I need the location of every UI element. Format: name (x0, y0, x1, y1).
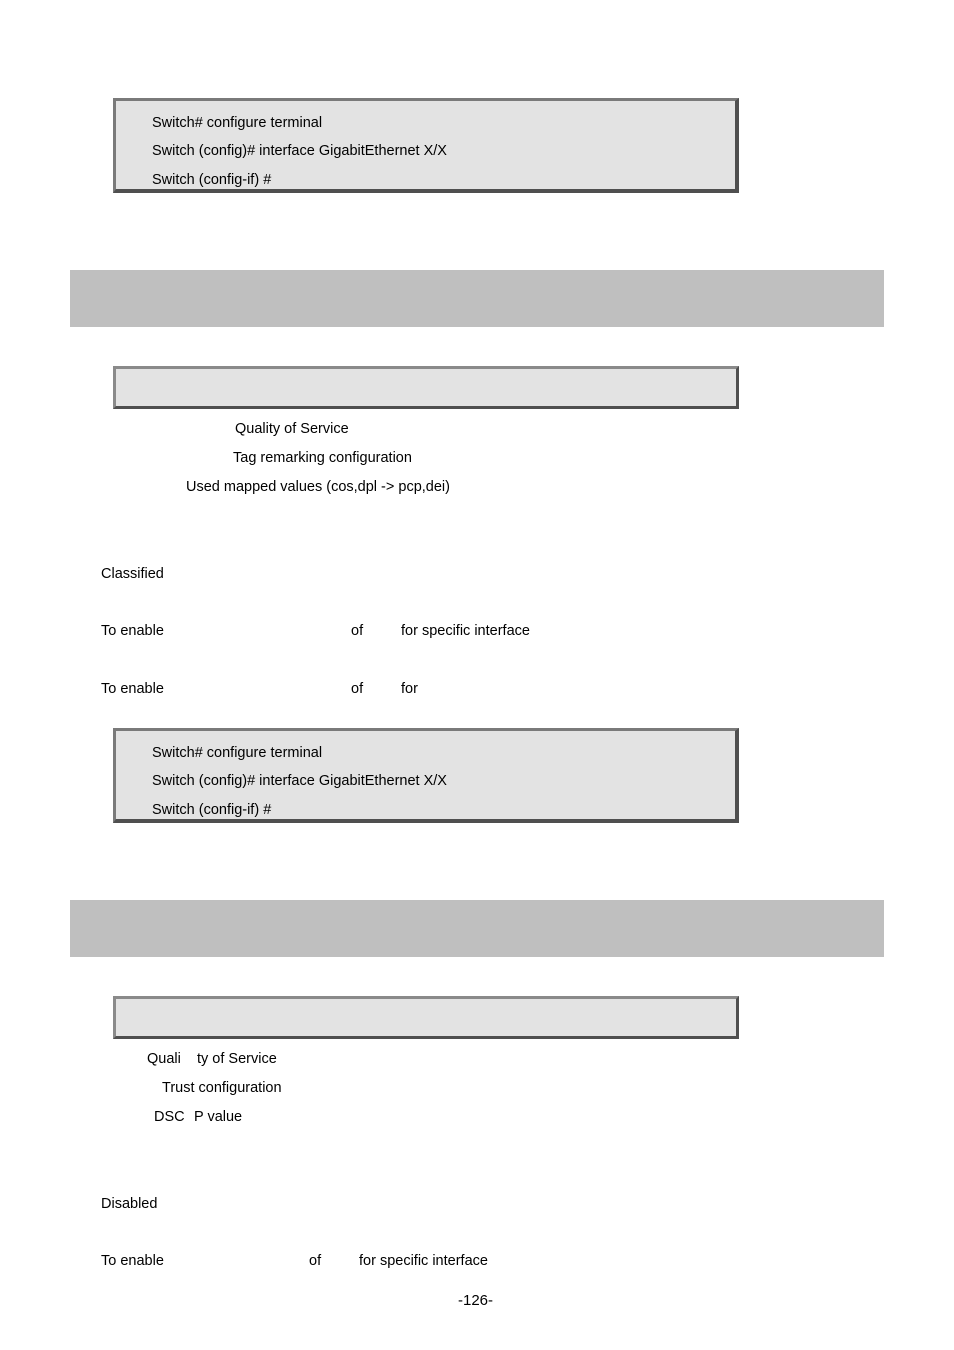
usage-text: for specific interface (401, 623, 530, 639)
usage-text: for specific interface (359, 1253, 488, 1269)
code-example-box (113, 98, 739, 193)
usage-text: To enable (101, 681, 164, 697)
code-line: Switch# configure terminal (152, 745, 323, 761)
parameter-text: ty of Service (197, 1051, 277, 1067)
code-line: Switch# configure terminal (152, 115, 323, 131)
parameter-text: Trust configuration (162, 1080, 282, 1096)
parameter-text: Quali (147, 1051, 181, 1067)
code-line: Switch (config-if) # (152, 172, 272, 188)
usage-text: of (309, 1253, 322, 1269)
usage-text: To enable (101, 1253, 164, 1269)
usage-text: To enable (101, 623, 164, 639)
code-line: Switch (config)# interface GigabitEthernet X/X (152, 773, 447, 789)
parameter-text: Tag remarking configuration (233, 450, 412, 466)
code-line: Switch (config)# interface GigabitEthernet X/X (152, 143, 447, 159)
parameter-text: Quality of Service (235, 421, 349, 437)
page-number: -126- (458, 1292, 494, 1309)
code-example-box (113, 728, 739, 823)
default-value: Classified (101, 566, 164, 582)
command-syntax-box (113, 996, 739, 1039)
command-syntax-box (113, 366, 739, 409)
section-heading-bar (70, 270, 884, 327)
usage-text: for (401, 681, 418, 697)
parameter-text: P value (194, 1109, 243, 1125)
usage-text: of (351, 681, 364, 697)
section-heading-bar (70, 900, 884, 957)
code-line: Switch (config-if) # (152, 802, 272, 818)
parameter-text: DSC (154, 1109, 185, 1125)
default-value: Disabled (101, 1196, 158, 1212)
parameter-text: Used mapped values (cos,dpl -> pcp,dei) (186, 479, 450, 495)
usage-text: of (351, 623, 364, 639)
